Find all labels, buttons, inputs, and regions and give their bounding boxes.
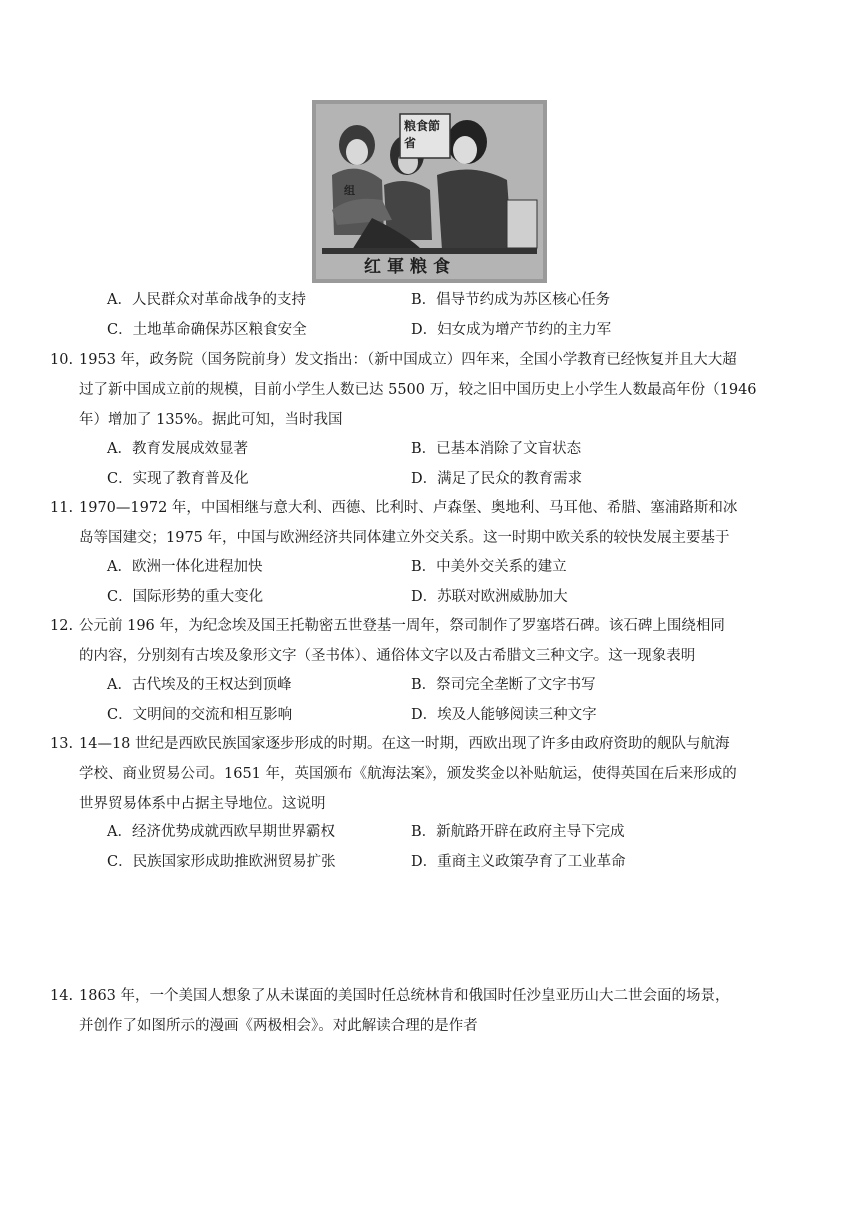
figure-left-label: 组	[344, 184, 355, 197]
q12-option-c[interactable]: C．文明间的交流和相互影响	[107, 707, 293, 723]
q13-option-d[interactable]: D．重商主义政策孕育了工业革命	[411, 854, 626, 870]
question-12	[50, 611, 789, 671]
question-number: 13.	[50, 736, 74, 752]
question-number: 12.	[50, 618, 74, 634]
question-text-line: 学校、商业贸易公司。1651 年，英国颁布《航海法案》，颁发奖金以补贴航运，使得英国在后来形成的	[79, 766, 737, 782]
q10-option-a[interactable]: A．教育发展成效显著	[107, 441, 248, 457]
q13-option-c[interactable]: C．民族国家形成助推欧洲贸易扩张	[107, 854, 336, 870]
q11-option-a[interactable]: A．欧洲一体化进程加快	[107, 559, 263, 575]
question-text-line: 公元前 196 年，为纪念埃及国王托勒密五世登基一周年，祭司制作了罗塞塔石碑。该石碑上围绕相同	[79, 618, 725, 634]
question-11	[50, 493, 789, 553]
q10-option-c[interactable]: C．实现了教育普及化	[107, 471, 249, 487]
q9-options	[107, 285, 787, 345]
question-10	[50, 345, 789, 435]
question-text-line: 并创作了如图所示的漫画《两极相会》。对此解读合理的是作者	[79, 1018, 478, 1034]
question-number: 11.	[50, 500, 74, 516]
question-number: 10.	[50, 352, 74, 368]
q10-option-d[interactable]: D．满足了民众的教育需求	[411, 471, 583, 487]
q12-option-a[interactable]: A．古代埃及的王权达到顶峰	[107, 677, 292, 693]
question-text-line: 过了新中国成立前的规模，目前小学生人数已达 5500 万，较之旧中国历史上小学生人数最高年份（1946	[79, 382, 757, 398]
question-text-line: 年）增加了 135%。据此可知，当时我国	[79, 412, 343, 428]
q12-options	[107, 670, 787, 730]
figure-sign-text: 粮食節省	[404, 119, 441, 150]
q13-option-a[interactable]: A．经济优势成就西欧早期世界霸权	[107, 824, 335, 840]
question-text-line: 1953 年，政务院（国务院前身）发文指出：（新中国成立）四年来，全国小学教育已经恢复并且大大超	[79, 352, 737, 368]
q11-option-d[interactable]: D．苏联对欧洲威胁加大	[411, 589, 568, 605]
q11-options	[107, 552, 787, 612]
question-text-line: 岛等国建交；1975 年，中国与欧洲经济共同体建立外交关系。这一时期中欧关系的较快发展主要基于	[79, 530, 730, 546]
question-text-line: 的内容，分别刻有古埃及象形文字（圣书体）、通俗体文字以及古希腊文三种文字。这一现象表明	[79, 648, 696, 664]
q13-options	[107, 817, 787, 877]
question-13	[50, 729, 789, 819]
question-text-line: 世界贸易体系中占据主导地位。这说明	[79, 796, 326, 812]
cartoon-figure	[312, 100, 547, 283]
q13-option-b[interactable]: B．新航路开辟在政府主导下完成	[411, 824, 625, 840]
q11-option-b[interactable]: B．中美外交关系的建立	[411, 559, 567, 575]
question-number: 14.	[50, 988, 74, 1004]
question-text-line: 14—18 世纪是西欧民族国家逐步形成的时期。在这一时期，西欧出现了许多由政府资助的舰队与航海	[79, 736, 730, 752]
question-14	[50, 981, 789, 1041]
q9-option-c[interactable]: C．土地革命确保苏区粮食安全	[107, 322, 307, 338]
q9-option-a[interactable]: A．人民群众对革命战争的支持	[107, 292, 306, 308]
q10-options	[107, 434, 787, 494]
q9-option-d[interactable]: D．妇女成为增产节约的主力军	[411, 322, 612, 338]
q12-option-b[interactable]: B．祭司完全垄断了文字书写	[411, 677, 596, 693]
figure-caption: 红軍粮食	[364, 257, 456, 277]
question-text-line: 1970—1972 年，中国相继与意大利、西德、比利时、卢森堡、奥地利、马耳他、希腊、塞浦路斯和冰	[79, 500, 738, 516]
question-text-line: 1863 年，一个美国人想象了从未谋面的美国时任总统林肯和俄国时任沙皇亚历山大二世会面的场景，	[79, 988, 730, 1004]
q9-option-b[interactable]: B．倡导节约成为苏区核心任务	[411, 292, 611, 308]
q12-option-d[interactable]: D．埃及人能够阅读三种文字	[411, 707, 597, 723]
q10-option-b[interactable]: B．已基本消除了文盲状态	[411, 441, 582, 457]
q11-option-c[interactable]: C．国际形势的重大变化	[107, 589, 264, 605]
